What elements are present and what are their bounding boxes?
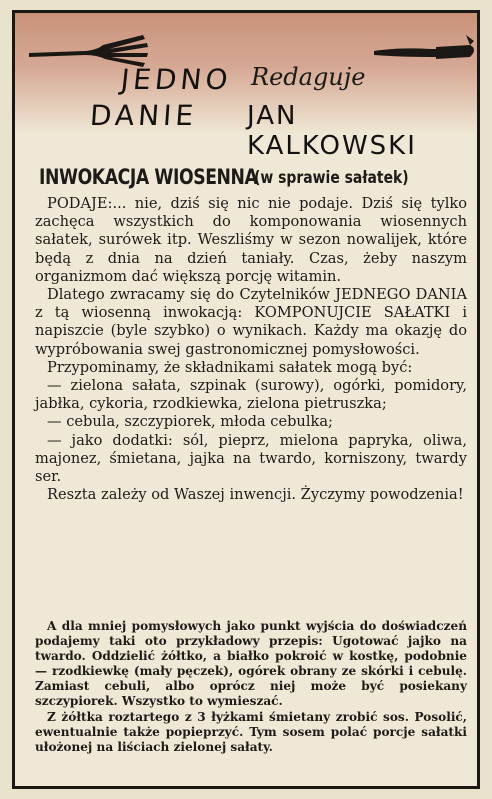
paragraph: — zielona sałata, szpinak (surowy), ogórki, pomidory, jabłka, cykoria, rzodkiewka, zielona pietruszka; xyxy=(35,377,467,413)
header-author: JAN KALKOWSKI xyxy=(247,101,417,161)
recipe-text xyxy=(35,619,467,755)
paragraph: PODAJE:... nie, dziś się nic nie podaje. Dziś się tylko zachęca wszystkich do komponowania wiosennych sałatek, surówek itp. Weszliśmy w sezon nowalijek, które będą z dnia na dzień taniały. Czas, żeby naszym organizmom dać większą porcję witamin. xyxy=(35,195,467,285)
header-script-redaguje: Redaguje xyxy=(251,63,366,91)
recipe-paragraph: A dla mniej pomysłowych jako punkt wyjścia do doświadczeń podajemy taki oto przykładowy przepis: Ugotować jajko na twardo. Oddzielić żółtko, a białko pokroić w kostkę, podobnie — rzodkiewkę (mały pęczek), ogórek obrany ze skórki i cebulę. Zamiast cebuli, albo oprócz niej może być posiekany szczypiorek. Wszystko to wymieszać. xyxy=(35,619,467,709)
article-body xyxy=(35,195,467,504)
title-main: INWOKACJA WIOSENNA xyxy=(39,165,258,189)
paragraph: Dlatego zwracamy się do Czytelników JEDNEGO DANIA z tą wiosenną inwokacją: KOMPONUJCIE SAŁATKI i napiszcie (byle szybko) o wynikach. Każdy ma okazję do wypróbowania swej gastronomicznej pomysłowości. xyxy=(35,286,467,358)
article-title xyxy=(39,165,409,189)
paragraph: Przypominamy, że składnikami sałatek mogą być: xyxy=(47,358,413,376)
paragraph: — cebula, szczypiorek, młoda cebulka; xyxy=(47,413,333,431)
paragraph: Reszta zależy od Waszej inwencji. Życzymy powodzenia! xyxy=(47,486,464,504)
column-header xyxy=(15,13,477,161)
recipe-paragraph: Z żółtka roztartego z 3 łyżkami śmietany zrobić sos. Posolić, ewentualnie także popieprzyć. Tym sosem polać porcje sałatki ułożonej na liściach zielonej sałaty. xyxy=(35,709,467,754)
header-word-jedno: JEDNO xyxy=(119,63,234,96)
knife-icon xyxy=(370,27,480,77)
header-word-danie: DANIE xyxy=(88,99,199,132)
article-frame xyxy=(12,10,480,789)
paragraph: — jako dodatki: sól, pieprz, mielona papryka, oliwa, majonez, śmietana, jajka na twardo, korniszony, twardy ser. xyxy=(35,431,467,486)
title-subtitle: (w sprawie sałatek) xyxy=(254,168,409,188)
